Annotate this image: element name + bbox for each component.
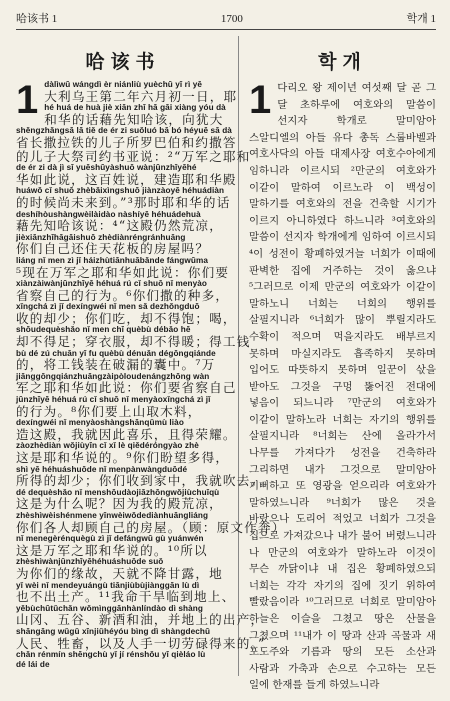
- pinyin-line: xiànzàiwànjūnzhīyē héhuá rú cǐ shuō nǐ menyào: [16, 279, 208, 289]
- hanzi-line: 军之耶和华如此说：你们要省察自己: [16, 380, 237, 396]
- pinyin-line: yǐ wèi nǐ mendeyuángù tiānjiùbùjiànggān lù dì: [16, 580, 200, 590]
- running-header: [16, 10, 436, 26]
- pinyin-line: dé lái de: [16, 659, 50, 669]
- pinyin-line: shì yē héhuáshuōde nǐ menpànwàngduōdé: [16, 464, 188, 474]
- hanzi-line: 和华的话藉先知哈该，向犹大: [44, 111, 224, 127]
- hanzi-line: 这是耶和华说的。⁹你们盼望多得，: [16, 450, 230, 465]
- header-rule: [16, 29, 436, 30]
- chapter-number-ko: 1: [249, 78, 272, 122]
- header-left-book: 哈该书 1: [16, 13, 58, 25]
- hanzi-line: 却不得足；穿衣服，却不得暖；得工钱: [16, 334, 251, 350]
- pinyin-line: xǐngchá zì jǐ dexíngwéi nǐ men sǎ dezhǒngduō: [16, 302, 200, 312]
- pinyin-line: yěbùchūtǔchǎn wǒmìnggānhànlíndào dì shàng: [16, 603, 203, 613]
- pinyin-line: zàozhèdiàn wǒjiùyīn cǐ xǐ lè qiědéróngyào zhè: [16, 441, 199, 451]
- pinyin-line: shāngāng wǔgǔ xīnjiǔhéyóu bìng dì shàngdechū: [16, 626, 211, 636]
- chapter-number-cn: 1: [16, 78, 39, 122]
- korean-text: [249, 80, 436, 694]
- hanzi-line: 也不出土产。¹¹我命干旱临到地上、: [16, 589, 236, 605]
- hanzi-line: 所得的却少；你们收到家中，我就吹去。: [16, 473, 265, 489]
- pinyin-line: deshíhòushàngwèilàidào nàshíyē héhuádehuà: [16, 209, 201, 219]
- hanzi-line: 省察自己的行为。⁶你们撒的种多，: [16, 287, 230, 303]
- hanzi-line: 你们各人却顾自己的房屋。（顾：原文作奔）: [16, 519, 286, 535]
- pinyin-line: zhèshìwèishénmene yīnwèiwǒdediànhuāngliáng: [16, 510, 209, 520]
- pinyin-line: dé dequèshǎo nǐ menshōudàojiāzhōngwǒjiùchuīqù: [16, 487, 220, 497]
- chinese-pinyin-text: [16, 78, 286, 669]
- hanzi-line: 华如此说，这百姓说，建造耶和华殿: [16, 171, 237, 187]
- pinyin-line: hé huá de huà jiè xiān zhī hā gāi xiàng yóu dà: [44, 103, 226, 113]
- pinyin-line: dexíngwéi nǐ menyàoshàngshānqǔmù liào: [16, 418, 184, 428]
- pinyin-line: shěngzhǎngsā lā tiě de ér zi suǒluó bā bó héyuē sā dà: [16, 126, 232, 136]
- hanzi-line: 的时候尚未来到。”³那时耶和华的话: [16, 194, 231, 210]
- pinyin-line: liáng nǐ men zì jǐ háizhùtiānhuābǎnde fángwūma: [16, 255, 209, 265]
- hanzi-line: 的儿子大祭司约书亚说：²“万军之耶和: [16, 148, 251, 164]
- chinese-column: [16, 36, 286, 676]
- pinyin-line: zhèshìwànjūnzhīyēhéhuáshuōde suǒ: [16, 557, 164, 567]
- korean-paragraph: 다리오 왕 제이년 여섯째 달 곧 그 달 초하루에 여호와의 말씀이 선지자 학개로 말미암아 스알디엘의 아들 유다 총독 스룹바벨과 여호사닥의 아들 대제사장 여호수아에게 임하니라 이르시되 ²만군의 여호와가 이같이 말하여 이르노라 이 백성이 말하기를 여호와의 전을 건축할 시기가 이르지 아니하였다 하느니라 ³여호와의 말씀이 선지자 학개에게 임하여 이르시되 ⁴이 성전이 황폐하였거늘 너희가 이때에 판벽한 집에 거주하는 것이 옳으냐 ⁵그러므로 이제 만군의 여호와가 이같이 말하노니 너희는 너희의 행위를 살필지니라 ⁶너희가 많이 뿌릴지라도 수확이 적으며 먹을지라도 배부르지 못하며 마실지라도 흡족하지 못하며 입어도 따뜻하지 못하며 일꾼이 삯을 받아도 그것을 구멍 뚫어진 전대에 넣음이 되느니라 ⁷만군의 여호와가 이같이 말하노라 너희는 자기의 행위를 살필지니라 ⁸너희는 산에 올라가서 나무를 가져다가 성전을 건축하라 그리하면 내가 그것으로 말미암아 기뻐하고 또 영광을 얻으리라 여호와가 말하였느니라 ⁹너희가 많은 것을 바랐으나 도리어 적었고 너희가 그것을 집으로 가져갔으나 내가 불어 버렸느니라 나 만군의 여호와가 말하노라 이것이 무슨 까닭이냐 내 집은 황폐하였으되 너희는 각각 자기의 집에 짓기 위하여 빨랐음이라 ¹⁰그러므로 너희로 말미암아 하늘은 이슬을 그쳤고 땅은 산물을 그쳤으며 ¹¹내가 이 땅과 산과 곡물과 새 포도주와 기름과 땅의 모든 소산과 사람과 가축과 손으로 수고하는 모든 일에 한재를 들게 하였느니라: [249, 82, 436, 692]
- hanzi-line: 的，将工钱装在破漏的囊中。⁷万: [16, 357, 216, 373]
- hanzi-line: 省长撒拉铁的儿子所罗巴伯和约撒答: [16, 134, 237, 150]
- hanzi-line: 这是万军之耶和华说的。¹⁰所以: [16, 542, 208, 558]
- pinyin-line: shōudequèshǎo nǐ men chī quèbù débǎo hē: [16, 325, 191, 335]
- hanzi-line: 造这殿，我就因此喜乐，且得荣耀。: [16, 426, 237, 442]
- hanzi-line: 藉先知哈该说：⁴“这殿仍然荒凉，: [16, 218, 223, 234]
- hanzi-line: 山冈、五谷、新酒和油，并地上的出产，: [16, 612, 265, 628]
- two-column-body: [16, 36, 436, 692]
- korean-column: [249, 36, 436, 692]
- pinyin-line: bù dé zú chuān yī fu quèbù dénuǎn dégōngqiánde: [16, 348, 216, 358]
- pinyin-line: jūnzhīyē héhuá rú cǐ shuō nǐ menyàoxǐngchá zì jǐ: [16, 395, 211, 405]
- pinyin-line: jiānggōngqiánzhuāngzàipòloudenángzhōng wàn: [16, 371, 210, 381]
- pinyin-line: chǎn rénmín shēngchù yǐ jí rénshǒu yī qièláo lù: [16, 650, 206, 660]
- hanzi-line: 你们自己还住天花板的房屋吗？: [16, 241, 210, 257]
- chinese-book-title: 哈该书: [85, 51, 161, 73]
- page-number: 1700: [220, 13, 243, 25]
- pinyin-line: huáwǒ cǐ shuō zhèbǎixìngshuō jiànzàoyē héhuádiàn: [16, 186, 225, 196]
- hanzi-line: 收的却少；你们吃，却不得饱；喝，: [16, 310, 237, 326]
- korean-book-title: 학개: [318, 51, 367, 73]
- hanzi-line: ⁵现在万军之耶和华如此说：你们要: [16, 264, 230, 280]
- pinyin-line: dàlìwū wángdì èr niánliù yuèchū yī rì yē: [44, 80, 203, 89]
- header-right-book: 학개 1: [406, 13, 436, 25]
- hanzi-line: 为你们的缘故，天就不降甘露，地: [16, 565, 223, 581]
- hanzi-line: 大利乌王第二年六月初一日，耶: [44, 88, 238, 104]
- pinyin-line: nǐ menegèrénquègù zì jǐ defángwū gù yuánwén: [16, 534, 204, 544]
- hanzi-line: 人民、牲畜，以及人手一切劳碌得来的。”: [16, 635, 266, 651]
- hanzi-line: 这是为什么呢？因为我的殿荒凉，: [16, 496, 223, 512]
- pinyin-line: de ér zi dà jì sī yuēshūyàshuō wànjūnzhīyēhé: [16, 163, 197, 173]
- pinyin-line: jièxiānzhīhāgāishuō zhèdiànréngránhuāng: [16, 232, 186, 242]
- hanzi-line: 的行为。⁸你们要上山取木料，: [16, 403, 202, 419]
